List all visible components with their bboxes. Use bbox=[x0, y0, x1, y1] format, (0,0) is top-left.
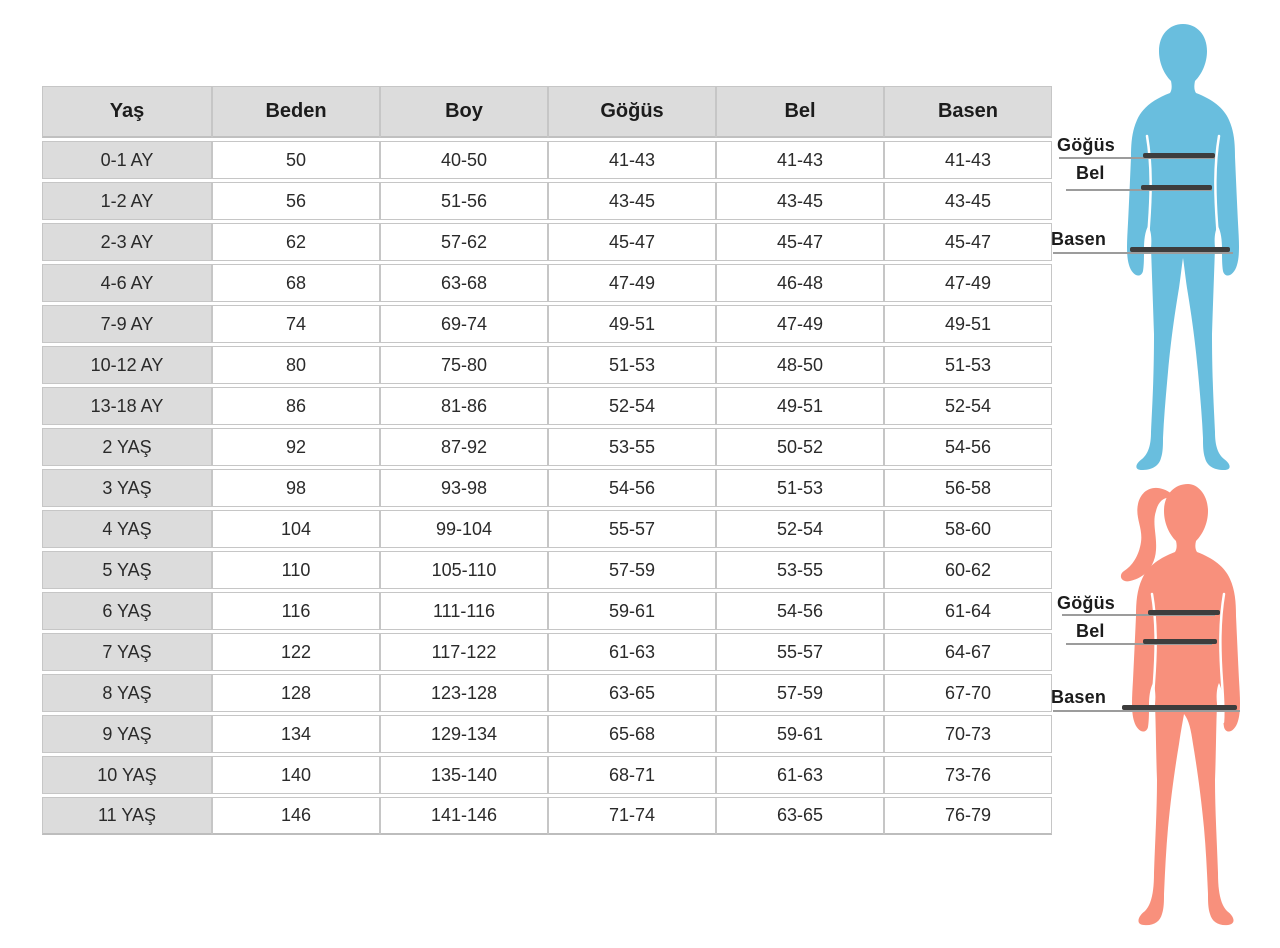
value-cell: 135-140 bbox=[380, 756, 548, 794]
boy-waist-label: Bel bbox=[1076, 163, 1105, 183]
value-cell: 105-110 bbox=[380, 551, 548, 589]
value-cell: 129-134 bbox=[380, 715, 548, 753]
value-cell: 58-60 bbox=[884, 510, 1052, 548]
value-cell: 111-116 bbox=[380, 592, 548, 630]
value-cell: 63-65 bbox=[716, 797, 884, 835]
table-row bbox=[42, 592, 1052, 630]
value-cell: 76-79 bbox=[884, 797, 1052, 835]
table-row bbox=[42, 387, 1052, 425]
value-cell: 92 bbox=[212, 428, 380, 466]
value-cell: 50-52 bbox=[716, 428, 884, 466]
boy-chest-measure-line bbox=[1143, 153, 1215, 158]
value-cell: 93-98 bbox=[380, 469, 548, 507]
value-cell: 61-63 bbox=[716, 756, 884, 794]
girl-chest-measure-line bbox=[1148, 610, 1220, 615]
value-cell: 81-86 bbox=[380, 387, 548, 425]
value-cell: 45-47 bbox=[884, 223, 1052, 261]
value-cell: 110 bbox=[212, 551, 380, 589]
table-row bbox=[42, 223, 1052, 261]
value-cell: 123-128 bbox=[380, 674, 548, 712]
boy-chest-label: Göğüs bbox=[1057, 135, 1115, 155]
column-header-gogus: Göğüs bbox=[548, 86, 716, 138]
row-label-cell: 10-12 AY bbox=[42, 346, 212, 384]
row-label-cell: 6 YAŞ bbox=[42, 592, 212, 630]
value-cell: 51-56 bbox=[380, 182, 548, 220]
value-cell: 104 bbox=[212, 510, 380, 548]
value-cell: 51-53 bbox=[716, 469, 884, 507]
table-row bbox=[42, 715, 1052, 753]
value-cell: 43-45 bbox=[548, 182, 716, 220]
value-cell: 74 bbox=[212, 305, 380, 343]
value-cell: 52-54 bbox=[716, 510, 884, 548]
girl-hip-label-rule bbox=[1053, 710, 1240, 712]
size-table-header bbox=[42, 86, 1052, 138]
value-cell: 87-92 bbox=[380, 428, 548, 466]
column-header-yas: Yaş bbox=[42, 86, 212, 138]
value-cell: 59-61 bbox=[716, 715, 884, 753]
table-row bbox=[42, 510, 1052, 548]
row-label-cell: 8 YAŞ bbox=[42, 674, 212, 712]
value-cell: 47-49 bbox=[716, 305, 884, 343]
value-cell: 53-55 bbox=[548, 428, 716, 466]
value-cell: 67-70 bbox=[884, 674, 1052, 712]
row-label-cell: 5 YAŞ bbox=[42, 551, 212, 589]
column-header-basen: Basen bbox=[884, 86, 1052, 138]
value-cell: 61-64 bbox=[884, 592, 1052, 630]
value-cell: 56-58 bbox=[884, 469, 1052, 507]
value-cell: 55-57 bbox=[716, 633, 884, 671]
value-cell: 50 bbox=[212, 141, 380, 179]
boy-hip-label: Basen bbox=[1051, 229, 1107, 249]
value-cell: 140 bbox=[212, 756, 380, 794]
value-cell: 55-57 bbox=[548, 510, 716, 548]
value-cell: 49-51 bbox=[884, 305, 1052, 343]
value-cell: 41-43 bbox=[884, 141, 1052, 179]
value-cell: 51-53 bbox=[548, 346, 716, 384]
value-cell: 62 bbox=[212, 223, 380, 261]
value-cell: 57-62 bbox=[380, 223, 548, 261]
boy-waist-measure-line bbox=[1141, 185, 1212, 190]
value-cell: 122 bbox=[212, 633, 380, 671]
value-cell: 65-68 bbox=[548, 715, 716, 753]
row-label-cell: 7-9 AY bbox=[42, 305, 212, 343]
table-row bbox=[42, 674, 1052, 712]
value-cell: 71-74 bbox=[548, 797, 716, 835]
value-cell: 45-47 bbox=[548, 223, 716, 261]
value-cell: 40-50 bbox=[380, 141, 548, 179]
table-row bbox=[42, 141, 1052, 179]
table-row bbox=[42, 551, 1052, 589]
boy-hip-label-rule bbox=[1053, 252, 1233, 254]
table-row bbox=[42, 797, 1052, 835]
girl-hip-measure-line bbox=[1122, 705, 1237, 710]
row-label-cell: 2 YAŞ bbox=[42, 428, 212, 466]
table-row bbox=[42, 428, 1052, 466]
column-header-boy: Boy bbox=[380, 86, 548, 138]
column-header-bel: Bel bbox=[716, 86, 884, 138]
value-cell: 146 bbox=[212, 797, 380, 835]
value-cell: 99-104 bbox=[380, 510, 548, 548]
value-cell: 64-67 bbox=[884, 633, 1052, 671]
value-cell: 69-74 bbox=[380, 305, 548, 343]
value-cell: 54-56 bbox=[548, 469, 716, 507]
value-cell: 80 bbox=[212, 346, 380, 384]
table-row bbox=[42, 182, 1052, 220]
row-label-cell: 10 YAŞ bbox=[42, 756, 212, 794]
row-label-cell: 13-18 AY bbox=[42, 387, 212, 425]
value-cell: 86 bbox=[212, 387, 380, 425]
value-cell: 73-76 bbox=[884, 756, 1052, 794]
value-cell: 47-49 bbox=[884, 264, 1052, 302]
row-label-cell: 1-2 AY bbox=[42, 182, 212, 220]
column-header-beden: Beden bbox=[212, 86, 380, 138]
value-cell: 54-56 bbox=[716, 592, 884, 630]
value-cell: 49-51 bbox=[548, 305, 716, 343]
value-cell: 141-146 bbox=[380, 797, 548, 835]
header-row bbox=[42, 86, 1052, 138]
value-cell: 43-45 bbox=[884, 182, 1052, 220]
value-cell: 52-54 bbox=[884, 387, 1052, 425]
table-row bbox=[42, 633, 1052, 671]
row-label-cell: 11 YAŞ bbox=[42, 797, 212, 835]
value-cell: 41-43 bbox=[548, 141, 716, 179]
row-label-cell: 2-3 AY bbox=[42, 223, 212, 261]
table-row bbox=[42, 264, 1052, 302]
value-cell: 51-53 bbox=[884, 346, 1052, 384]
size-table bbox=[42, 83, 1052, 838]
table-row bbox=[42, 756, 1052, 794]
value-cell: 52-54 bbox=[548, 387, 716, 425]
value-cell: 60-62 bbox=[884, 551, 1052, 589]
value-cell: 53-55 bbox=[716, 551, 884, 589]
table-row bbox=[42, 346, 1052, 384]
girl-waist-label: Bel bbox=[1076, 621, 1105, 641]
value-cell: 41-43 bbox=[716, 141, 884, 179]
value-cell: 56 bbox=[212, 182, 380, 220]
value-cell: 98 bbox=[212, 469, 380, 507]
row-label-cell: 3 YAŞ bbox=[42, 469, 212, 507]
row-label-cell: 4-6 AY bbox=[42, 264, 212, 302]
value-cell: 57-59 bbox=[548, 551, 716, 589]
value-cell: 43-45 bbox=[716, 182, 884, 220]
value-cell: 128 bbox=[212, 674, 380, 712]
girl-waist-measure-line bbox=[1143, 639, 1217, 644]
table-row bbox=[42, 469, 1052, 507]
row-label-cell: 4 YAŞ bbox=[42, 510, 212, 548]
value-cell: 70-73 bbox=[884, 715, 1052, 753]
value-cell: 134 bbox=[212, 715, 380, 753]
value-cell: 45-47 bbox=[716, 223, 884, 261]
boy-hip-measure-line bbox=[1130, 247, 1230, 252]
value-cell: 68-71 bbox=[548, 756, 716, 794]
value-cell: 49-51 bbox=[716, 387, 884, 425]
value-cell: 117-122 bbox=[380, 633, 548, 671]
row-label-cell: 9 YAŞ bbox=[42, 715, 212, 753]
row-label-cell: 7 YAŞ bbox=[42, 633, 212, 671]
table-row bbox=[42, 305, 1052, 343]
value-cell: 48-50 bbox=[716, 346, 884, 384]
value-cell: 54-56 bbox=[884, 428, 1052, 466]
value-cell: 68 bbox=[212, 264, 380, 302]
size-table-body bbox=[42, 141, 1052, 835]
value-cell: 57-59 bbox=[716, 674, 884, 712]
value-cell: 59-61 bbox=[548, 592, 716, 630]
value-cell: 63-68 bbox=[380, 264, 548, 302]
girl-chest-label: Göğüs bbox=[1057, 593, 1115, 613]
row-label-cell: 0-1 AY bbox=[42, 141, 212, 179]
girl-hip-label: Basen bbox=[1051, 687, 1107, 707]
value-cell: 46-48 bbox=[716, 264, 884, 302]
value-cell: 47-49 bbox=[548, 264, 716, 302]
value-cell: 75-80 bbox=[380, 346, 548, 384]
value-cell: 116 bbox=[212, 592, 380, 630]
value-cell: 61-63 bbox=[548, 633, 716, 671]
value-cell: 63-65 bbox=[548, 674, 716, 712]
